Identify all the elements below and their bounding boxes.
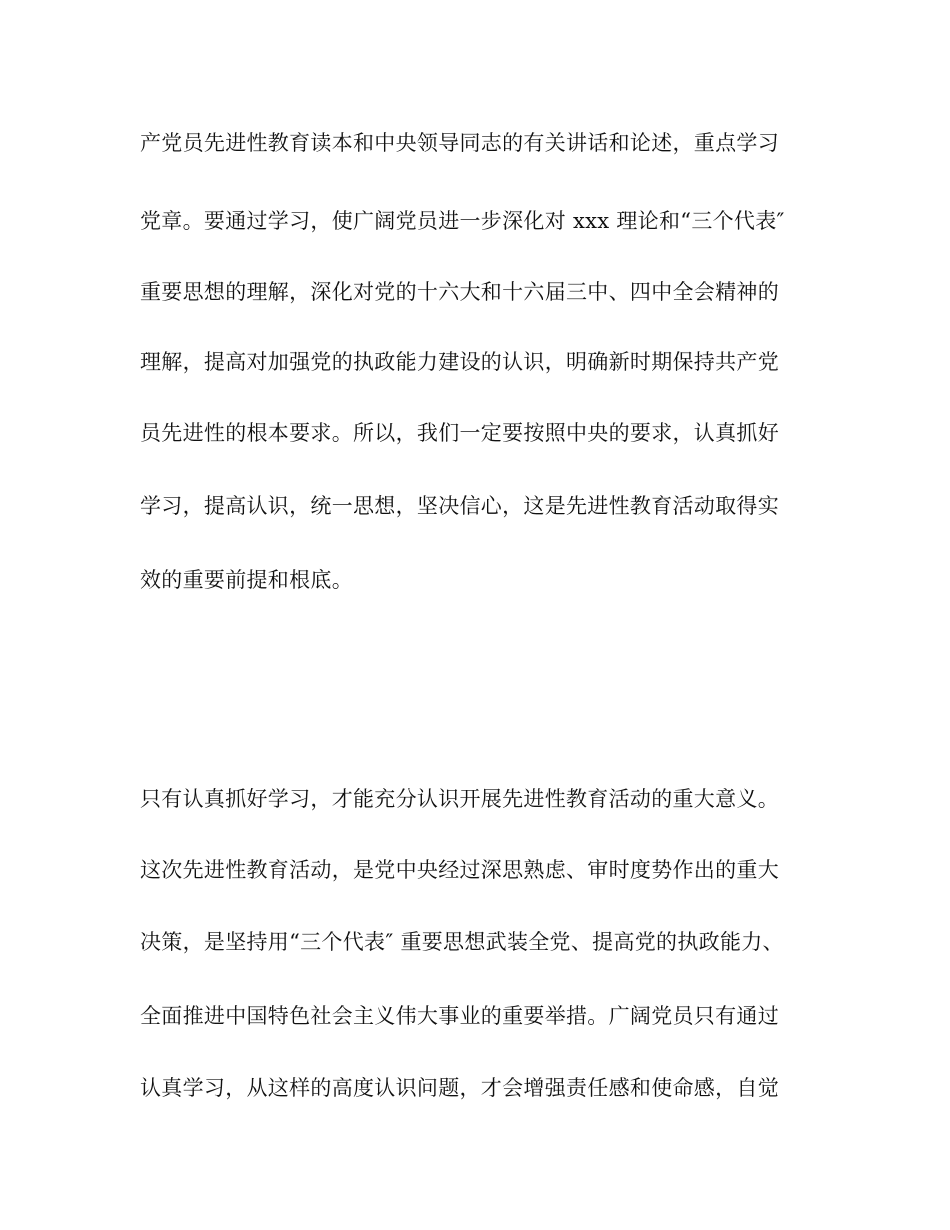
text-line: 学习，提高认识，统一思想，坚决信心，这是先进性教育活动取得实 bbox=[140, 494, 779, 518]
text-line: 产党员先进性教育读本和中央领导同志的有关讲话和论述，重点学习 bbox=[140, 131, 779, 155]
text-line: 重要思想的理解，深化对党的十六大和十六届三中、四中全会精神的 bbox=[140, 280, 779, 304]
text-line: 这次先进性教育活动，是党中央经过深思熟虑、审时度势作出的重大 bbox=[140, 858, 779, 882]
text-line: 决策，是坚持用“三个代表″ 重要思想武装全党、提高党的执政能力、 bbox=[140, 930, 784, 954]
text-line: 党章。要通过学习，使广阔党员进一步深化对 xxx 理论和“三个代表″ bbox=[140, 209, 785, 233]
text-line: 只有认真抓好学习，才能充分认识开展先进性教育活动的重大意义。 bbox=[140, 787, 779, 811]
text-line: 全面推进中国特色社会主义伟大事业的重要举措。广阔党员只有通过 bbox=[140, 1004, 779, 1028]
text-line: 效的重要前提和根底。 bbox=[140, 568, 353, 592]
text-line: 理解，提高对加强党的执政能力建设的认识，明确新时期保持共产党 bbox=[140, 350, 779, 374]
text-line: 认真学习，从这样的高度认识问题，才会增强责任感和使命感，自觉 bbox=[140, 1076, 779, 1100]
text-line: 员先进性的根本要求。所以，我们一定要按照中央的要求，认真抓好 bbox=[140, 421, 779, 445]
